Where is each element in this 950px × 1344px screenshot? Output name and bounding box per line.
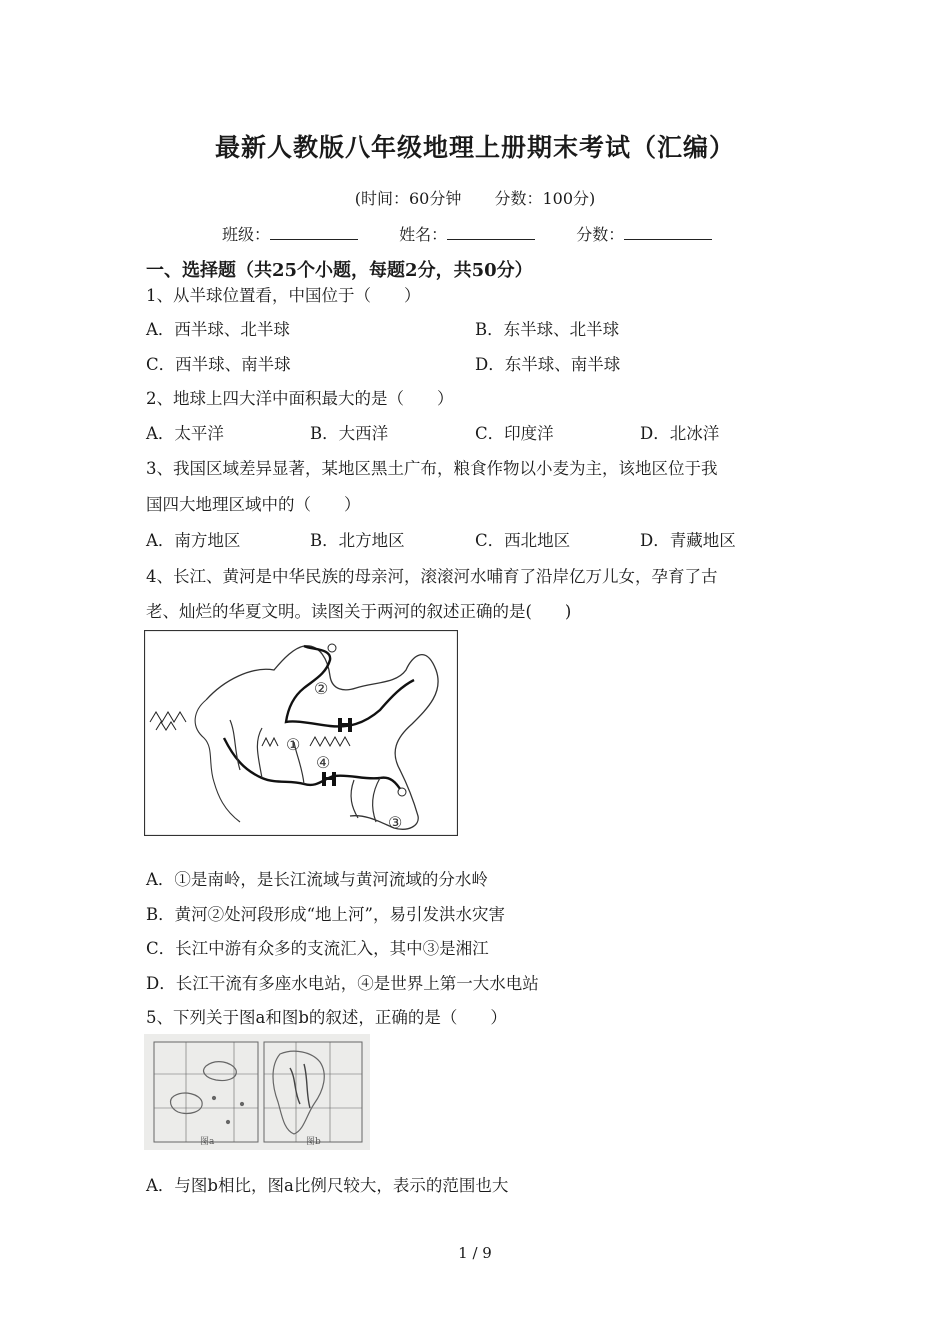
class-label: 班级： — [222, 225, 271, 244]
question-3-stem-line1: 3、我国区域差异显著，某地区黑土广布，粮食作物以小麦为主，该地区位于我 — [146, 459, 718, 478]
river-mouth-marker — [398, 788, 406, 796]
exam-time: (时间：60分钟 — [354, 189, 462, 208]
fig-label-a: 图a — [200, 1137, 215, 1147]
page-number: 1 / 9 — [458, 1244, 492, 1262]
question-1-stem: 1、从半球位置看，中国位于（ ） — [146, 286, 421, 305]
question-2-stem: 2、地球上四大洋中面积最大的是（ ） — [146, 389, 454, 408]
q1-option-b[interactable]: B．东半球、北半球 — [475, 320, 620, 339]
score-label: 分数： — [576, 225, 625, 244]
score-field[interactable] — [576, 222, 712, 245]
question-3-stem-line2: 国四大地理区域中的（ ） — [146, 495, 361, 514]
question-5-stem: 5、下列关于图a和图b的叙述，正确的是（ ） — [146, 1008, 507, 1027]
q4-option-b[interactable]: B．黄河②处河段形成“地上河”，易引发洪水灾害 — [146, 905, 505, 924]
name-label: 姓名： — [399, 225, 448, 244]
q2-option-a[interactable]: A．太平洋 — [146, 424, 224, 443]
question-4-stem-line2: 老、灿烂的华夏文明。读图关于两河的叙述正确的是( ) — [146, 602, 572, 621]
q1-option-a[interactable]: A．西半球、北半球 — [146, 320, 290, 339]
q5-option-a[interactable]: A．与图b相比，图a比例尺较大，表示的范围也大 — [146, 1176, 509, 1195]
page-title: 最新人教版八年级地理上册期末考试（汇编） — [214, 133, 735, 162]
q1-option-d[interactable]: D．东半球、南半球 — [475, 355, 621, 374]
q4-option-d[interactable]: D．长江干流有多座水电站，④是世界上第一大水电站 — [146, 974, 539, 993]
exam-meta — [0, 186, 950, 209]
map-label-4: ④ — [316, 753, 331, 772]
rivers-map-figure — [144, 630, 458, 836]
fig-label-b: 图b — [306, 1137, 321, 1147]
q2-option-b[interactable]: B．大西洋 — [310, 424, 389, 443]
class-field[interactable] — [222, 222, 358, 245]
student-info-fields — [222, 222, 748, 245]
map-label-2: ② — [314, 679, 329, 698]
q2-option-d[interactable]: D．北冰洋 — [640, 424, 720, 443]
q4-option-c[interactable]: C．长江中游有众多的支流汇入，其中③是湘江 — [146, 939, 489, 958]
q3-option-a[interactable]: A．南方地区 — [146, 531, 241, 550]
q1-option-c[interactable]: C．西半球、南半球 — [146, 355, 291, 374]
photo-background — [144, 1034, 370, 1150]
name-field[interactable] — [399, 222, 535, 245]
name-blank[interactable] — [447, 225, 535, 240]
q3-option-b[interactable]: B．北方地区 — [310, 531, 405, 550]
q2-option-c[interactable]: C．印度洋 — [475, 424, 554, 443]
q3-option-c[interactable]: C．西北地区 — [475, 531, 571, 550]
q3-option-d[interactable]: D．青藏地区 — [640, 531, 736, 550]
score-blank[interactable] — [624, 225, 712, 240]
q4-option-a[interactable]: A．①是南岭，是长江流域与黄河流域的分水岭 — [146, 870, 488, 889]
exam-total-score: 分数：100分) — [494, 189, 596, 208]
class-blank[interactable] — [270, 225, 358, 240]
scale-maps-figure — [144, 1034, 370, 1150]
map-label-3: ③ — [388, 813, 403, 832]
section-heading-choice: 一、选择题（共25个小题，每题2分，共50分） — [146, 260, 533, 281]
map-label-1: ① — [286, 735, 301, 754]
yellow-river-source — [328, 644, 336, 652]
question-4-stem-line1: 4、长江、黄河是中华民族的母亲河，滚滚河水哺育了沿岸亿万儿女，孕育了古 — [146, 567, 718, 586]
